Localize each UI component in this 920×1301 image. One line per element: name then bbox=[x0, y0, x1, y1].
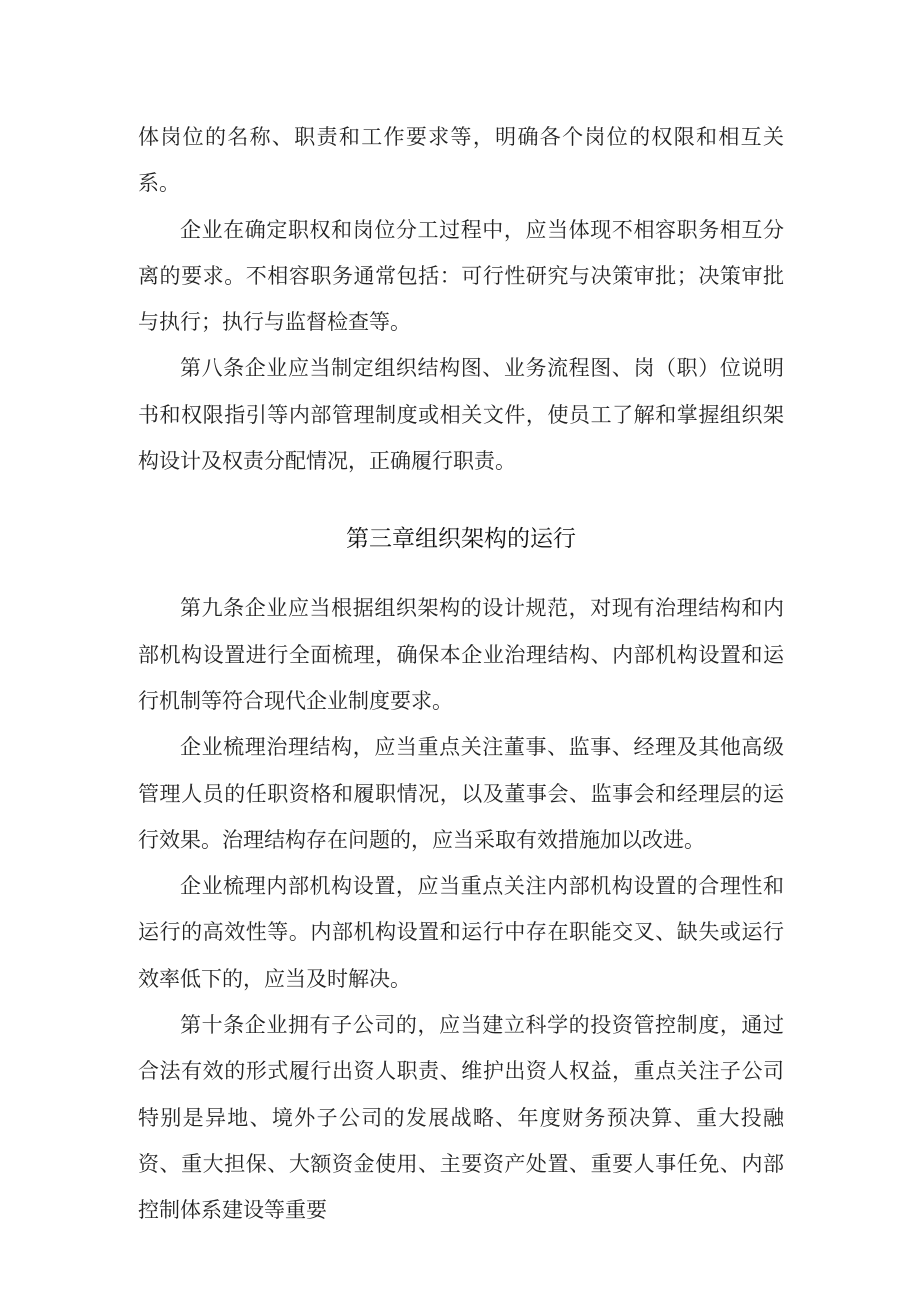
paragraph-article-10: 第十条企业拥有子公司的，应当建立科学的投资管控制度，通过合法有效的形式履行出资人职责、维护出资人权益，重点关注子公司特别是异地、境外子公司的发展战略、年度财务预决算、重大投融资、重大担保、大额资金使用、主要资产处置、重要人事任免、内部控制体系建设等重要 bbox=[138, 1013, 784, 1223]
paragraph-internal-structure-review: 企业梳理内部机构设置，应当重点关注内部机构设置的合理性和运行的高效性等。内部机构设置和运行中存在职能交叉、缺失或运行效率低下的，应当及时解决。 bbox=[138, 874, 784, 991]
paragraph-continuation: 体岗位的名称、职责和工作要求等，明确各个岗位的权限和相互关系。 bbox=[138, 125, 784, 196]
paragraph-article-9: 第九条企业应当根据组织架构的设计规范，对现有治理结构和内部机构设置进行全面梳理，确保本企业治理结构、内部机构设置和运行机制等符合现代企业制度要求。 bbox=[138, 596, 784, 713]
paragraph-incompatible-duties: 企业在确定职权和岗位分工过程中，应当体现不相容职务相互分离的要求。不相容职务通常包括：可行性研究与决策审批；决策审批与执行；执行与监督检查等。 bbox=[138, 217, 784, 335]
document-body bbox=[138, 114, 784, 1234]
paragraph-governance-review: 企业梳理治理结构，应当重点关注董事、监事、经理及其他高级管理人员的任职资格和履职情况，以及董事会、监事会和经理层的运行效果。治理结构存在问题的，应当采取有效措施加以改进。 bbox=[138, 735, 784, 852]
paragraph-article-8: 第八条企业应当制定组织结构图、业务流程图、岗（职）位说明书和权限指引等内部管理制度或相关文件，使员工了解和掌握组织架构设计及权责分配情况，正确履行职责。 bbox=[138, 356, 784, 474]
chapter-title: 第三章组织架构的运行 bbox=[346, 526, 576, 553]
